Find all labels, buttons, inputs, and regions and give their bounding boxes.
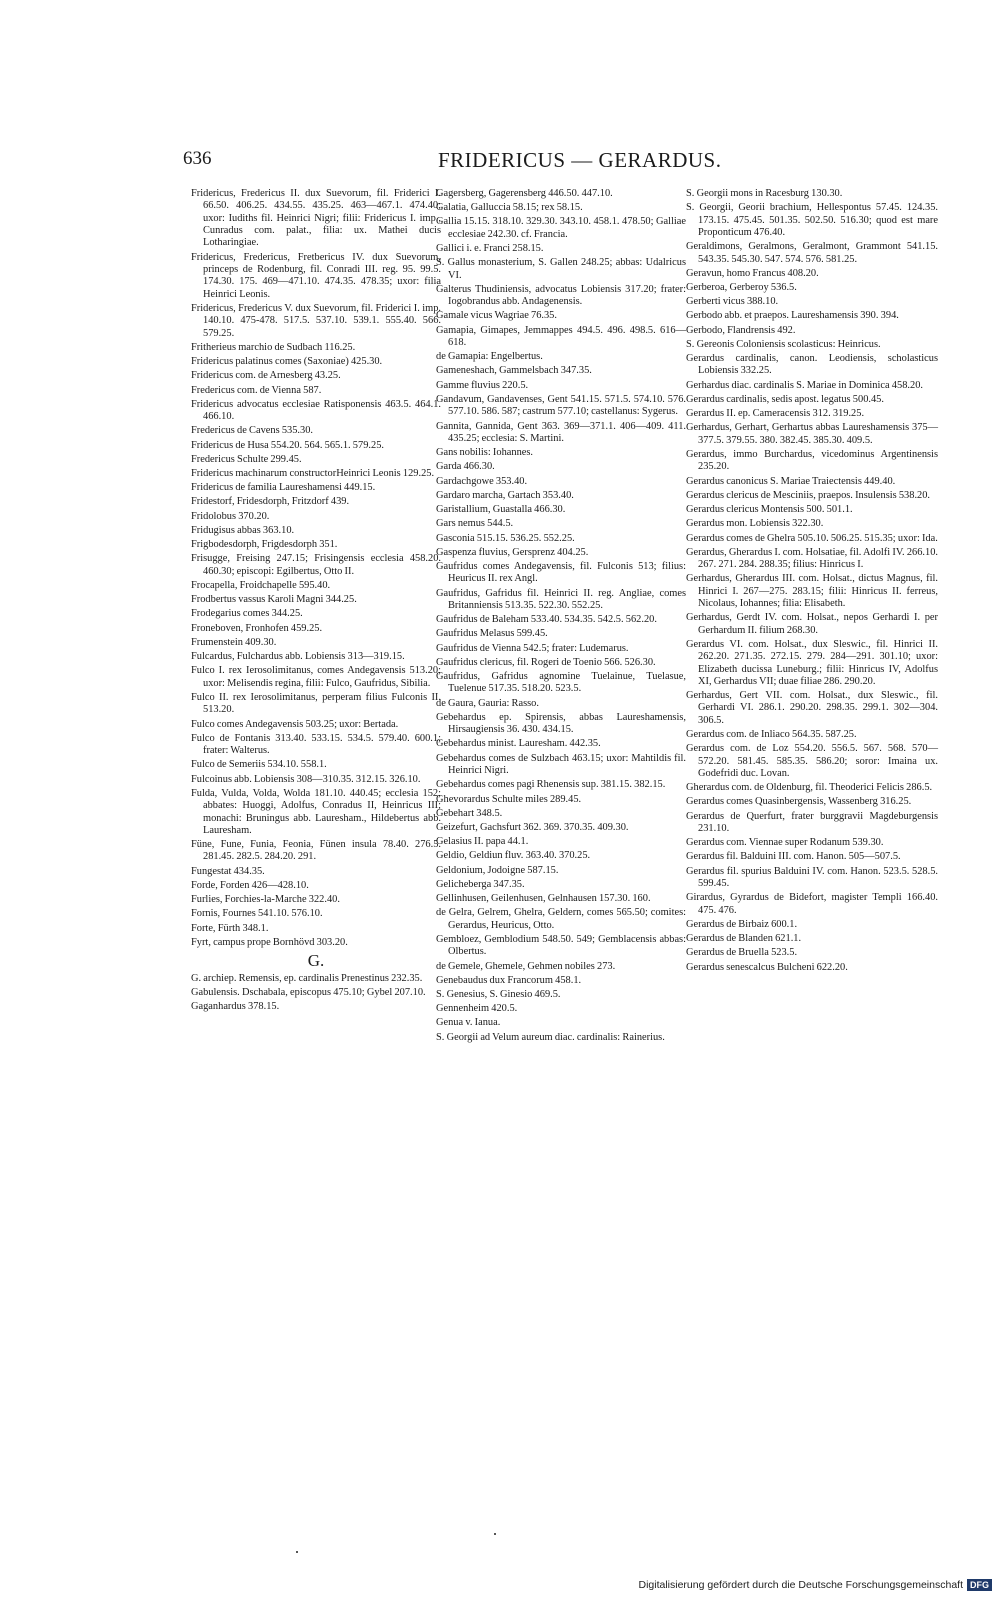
index-entry: Gerardus, Gherardus I. com. Holsatiae, fil. Adolfi IV. 266.10. 267. 271. 284. 288.35; filius: Hinricus I. [686, 546, 938, 571]
index-entry: Genebaudus dux Francorum 458.1. [436, 974, 582, 986]
index-entry: Fulco de Semeriis 534.10. 558.1. [191, 759, 327, 771]
index-column-2 [436, 188, 686, 1046]
index-entry: S. Georgii ad Velum aureum diac. cardinalis: Rainerius. [436, 1031, 665, 1043]
index-entry: Gellinhusen, Geilenhusen, Gelnhausen 157.30. 160. [436, 893, 651, 905]
index-entry: Forde, Forden 426—428.10. [191, 879, 309, 891]
index-entry: Gerardus fil. spurius Balduini IV. com. Hanon. 523.5. 528.5. 599.45. [686, 865, 938, 890]
index-entry: Geldonium, Jodoigne 587.15. [436, 864, 559, 876]
index-entry: Girardus, Gyrardus de Bidefort, magister Templi 166.40. 475. 476. [686, 892, 938, 916]
index-entry: Geravun, homo Francus 408.20. [686, 267, 819, 279]
index-entry: Gagersberg, Gagerensberg 446.50. 447.10. [436, 188, 613, 199]
index-entry: Gerardus mon. Lobiensis 322.30. [686, 518, 824, 530]
index-entry: Gaufridus clericus, fil. Rogeri de Toenio 566. 526.30. [436, 656, 656, 668]
index-entry: Gerardus de Bruella 523.5. [686, 947, 798, 959]
index-entry: Ghevorardus Schulte miles 289.45. [436, 793, 582, 805]
index-column-3 [686, 188, 938, 976]
index-entry: Gerardus canonicus S. Mariae Traiectensis 449.40. [686, 475, 896, 487]
index-entry: Gardaro marcha, Gartach 353.40. [436, 489, 574, 501]
index-entry: Fridericus de Husa 554.20. 564. 565.1. 579.25. [191, 439, 384, 451]
index-entry: Gerberti vicus 388.10. [686, 296, 779, 308]
index-entry: Fridugisus abbas 363.10. [191, 524, 295, 536]
page-number: 636 [183, 148, 212, 169]
index-entry: Gebehardus comes de Sulzbach 463.15; uxor: Mahtildis fil. Heinrici Nigri. [436, 752, 686, 777]
index-entry: Fritherieus marchio de Sudbach 116.25. [191, 341, 356, 353]
index-entry: Forte, Fürth 348.1. [191, 922, 269, 934]
index-entry: Gerardus cardinalis, canon. Leodiensis, scholasticus Lobiensis 332.25. [686, 353, 938, 377]
index-entry: Fridericus com. de Arnesberg 43.25. [191, 370, 341, 382]
index-entry: Gaufridus Melasus 599.45. [436, 628, 548, 640]
index-entry: Geizefurt, Gachsfurt 362. 369. 370.35. 409.30. [436, 821, 629, 833]
index-entry: Fridericus de familia Laureshamensi 449.15. [191, 482, 376, 494]
index-entry: Gerardus com. de Loz 554.20. 556.5. 567. 568. 570—572.20. 581.45. 585.35. 586.20; soror: Imaina ux. Godefridi duc. Lovan. [686, 743, 938, 779]
index-entry: Gerardus de Blanden 621.1. [686, 933, 802, 945]
index-entry: S. Gereonis Coloniensis scolasticus: Heinricus. [686, 338, 881, 350]
index-entry: Fridestorf, Fridesdorph, Fritzdorf 439. [191, 496, 350, 508]
index-entry: Gerardus fil. Balduini III. com. Hanon. 505—507.5. [686, 851, 901, 863]
index-entry: Gerardus clericus de Mesciniis, praepos. Insulensis 538.20. [686, 489, 931, 501]
index-entry: Gallici i. e. Franci 258.15. [436, 243, 544, 255]
index-entry: Gerardus cardinalis, sedis apost. legatus 500.45. [686, 393, 884, 405]
index-entry: S. Genesius, S. Ginesio 469.5. [436, 989, 561, 1001]
index-entry: Fredericus Schulte 299.45. [191, 453, 302, 465]
index-entry: Fridericus, Fredericus V. dux Suevorum, fil. Friderici I. imp. 140.10. 475-478. 517.5. 537.10. 539.1. 555.40. 566. 579.25. [191, 302, 441, 339]
index-entry: Gamapia, Gimapes, Jemmappes 494.5. 496. 498.5. 616—618. [436, 324, 686, 349]
index-entry: S. Gallus monasterium, S. Gallen 248.25; abbas: Udalricus VI. [436, 257, 686, 281]
index-entry: Gerardus comes de Ghelra 505.10. 506.25. 515.35; uxor: Ida. [686, 532, 938, 544]
index-entry: Gerhardus, Gerdt IV. com. Holsat., nepos Gerhardi I. per Gerhardum II. filium 268.30. [686, 612, 938, 636]
index-entry: Froneboven, Fronhofen 459.25. [191, 622, 323, 634]
index-entry: Fridericus palatinus comes (Saxoniae) 425.30. [191, 356, 383, 368]
index-entry: Gerbodo abb. et praepos. Laureshamensis 390. 394. [686, 310, 899, 322]
index-entry: Fredericus de Cavens 535.30. [191, 425, 314, 437]
index-entry: Fulco I. rex Ierosolimitanus, comes Andegavensis 513.20; uxor: Melisendis regina, filii: Fulco, Gaufridus, Sibilia. [191, 665, 441, 689]
index-entry: Frisugge, Freising 247.15; Frisingensis ecclesia 458.20. 460.30; episcopi: Egilbertus, Otto II. [191, 553, 441, 577]
index-entry: Gerbodo, Flandrensis 492. [686, 324, 796, 336]
index-entry: Gennenheim 420.5. [436, 1003, 518, 1015]
index-entry: Frodegarius comes 344.25. [191, 608, 303, 620]
index-entry: de Gelra, Gelrem, Ghelra, Geldern, comes 565.50; comites: Gerardus, Heuricus, Otto. [436, 907, 686, 931]
index-entry: Gerardus de Querfurt, frater burggravii Magdeburgensis 231.10. [686, 810, 938, 834]
footer-credit [638, 1579, 992, 1591]
index-entry: Gerardus de Birbaiz 600.1. [686, 918, 798, 930]
index-entry: Gandavum, Gandavenses, Gent 541.15. 571.5. 574.10. 576. 577.10. 586. 587; castrum 577.10; castellanus: Sygerus. [436, 393, 686, 418]
index-entry: Galatia, Galluccia 58.15; rex 58.15. [436, 202, 583, 214]
index-entry: Fungestat 434.35. [191, 865, 265, 877]
index-entry: Gerardus comes Quasinbergensis, Wassenberg 316.25. [686, 796, 912, 808]
index-entry: Gardachgowe 353.40. [436, 475, 528, 487]
index-entry: Fridolobus 370.20. [191, 510, 270, 522]
index-entry: Gerardus, immo Burchardus, vicedominus Argentinensis 235.20. [686, 449, 938, 473]
index-entry: Fulda, Vulda, Volda, Wolda 181.10. 440.45; ecclesia 152; abbates: Huoggi, Adolfus, Conradus II, Heinricus III; monachi: Bruningus abb. Lauresham., Hildebertus abb. Lauresham. [191, 787, 441, 836]
index-entry: Gannita, Gannida, Gent 363. 369—371.1. 406—409. 411. 435.25; ecclesia: S. Martini. [436, 420, 686, 444]
index-column-1 [191, 188, 441, 1015]
index-entry: Frodbertus vassus Karoli Magni 344.25. [191, 594, 357, 606]
index-entry: Furlies, Forchies-la-Marche 322.40. [191, 894, 340, 906]
index-entry: Fridericus, Fredericus II. dux Suevorum, fil. Friderici I. 66.50. 406.25. 434.55. 435.25. 463—467.1. 474.40; uxor: Iudiths fil. Heinrici Nigri; filii: Fridericus I. imp., Cunradus com. palat., filia: ux. Mathei ducis Lotharingiae. [191, 188, 441, 249]
running-head: FRIDERICUS — GERARDUS. [438, 148, 722, 172]
index-entry: Gembloez, Gemblodium 548.50. 549; Gemblacensis abbas: Olbertus. [436, 933, 686, 958]
index-entry: Fulco comes Andegavensis 503.25; uxor: Bertada. [191, 718, 399, 730]
index-entry: Frumenstein 409.30. [191, 636, 277, 648]
index-entry: de Gemele, Ghemele, Gehmen nobiles 273. [436, 960, 616, 972]
index-entry: Fridericus machinarum constructorHeinrici Leonis 129.25. [191, 468, 435, 480]
index-entry: Gaufridus, Gafridus fil. Heinrici II. reg. Angliae, comes Britanniensis 513.35. 522.30. 552.25. [436, 587, 686, 611]
index-entry: S. Georgii mons in Racesburg 130.30. [686, 188, 843, 199]
index-entry: Gaufridus de Baleham 533.40. 534.35. 542.5. 562.20. [436, 614, 657, 626]
index-entry: Gerardus II. ep. Cameracensis 312. 319.25. [686, 408, 865, 420]
scan-speck [494, 1533, 496, 1535]
index-entry: Gars nemus 544.5. [436, 518, 514, 530]
index-entry: Füne, Fune, Funia, Feonia, Fünen insula 78.40. 276.5. 281.45. 282.5. 284.20. 291. [191, 839, 441, 863]
index-entry: Gamme fluvius 220.5. [436, 379, 529, 391]
index-entry: Gameneshach, Gammelsbach 347.35. [436, 365, 592, 377]
index-entry: Gerhardus, Gherardus III. com. Holsat., dictus Magnus, fil. Hinrici I. 267—275. 283.15; filii: Hinricus II. ferreus, Nicolaus, Iohannes; filia: Elisabeth. [686, 573, 938, 610]
index-entry: Fornis, Fournes 541.10. 576.10. [191, 908, 323, 920]
index-entry: Gamale vicus Wagriae 76.35. [436, 310, 557, 322]
index-entry: Gebehardus comes pagi Rhenensis sup. 381.15. 382.15. [436, 779, 666, 791]
index-entry: Gelicheberga 347.35. [436, 878, 525, 890]
index-entry: Gaufridus comes Andegavensis, fil. Fulconis 513; filius: Heuricus II. rex Angl. [436, 560, 686, 585]
index-entry: Gebehart 348.5. [436, 807, 503, 819]
index-entry: Gabulensis. Dschabala, episcopus 475.10; Gybel 207.10. [191, 986, 426, 998]
dfg-logo: DFG [967, 1579, 992, 1591]
index-entry: Fridericus, Fredericus, Fretbericus IV. dux Suevorum, princeps de Rodenburg, fil. Conradi III. reg. 95. 99.5. 174.30. 175. 469—471.10. 474.35. 478.35; uxor: filia Heinrici Leonis. [191, 251, 441, 300]
index-entry: Gebehardus ep. Spirensis, abbas Laureshamensis, Hirsaugiensis 36. 430. 434.15. [436, 711, 686, 736]
index-entry: Fulcardus, Fulchardus abb. Lobiensis 313—319.15. [191, 651, 405, 663]
index-entry: Galterus Thudiniensis, advocatus Lobiensis 317.20; frater: Iogobrandus abb. Andagenensis. [436, 283, 686, 308]
index-entry: Fulco II. rex Ierosolimitanus, perperam filius Fulconis II. 513.20. [191, 691, 441, 716]
section-letter: G. [307, 951, 325, 971]
index-entry: Frocapella, Froidchapelle 595.40. [191, 580, 331, 591]
index-entry: G. archiep. Remensis, ep. cardinalis Prenestinus 232.35. [191, 972, 423, 984]
index-entry: Gerhardus, Gert VII. com. Holsat., dux Sleswic., fil. Gerhardi VI. 286.1. 290.20. 298.35. 299.1. 302—304. 306.5. [686, 690, 938, 726]
index-entry: Gaganhardus 378.15. [191, 1001, 280, 1013]
index-entry: Gerhardus, Gerhart, Gerhartus abbas Laureshamensis 375—377.5. 379.55. 380. 382.45. 385.30. 409.5. [686, 422, 938, 446]
index-entry: Gans nobilis: Iohannes. [436, 447, 534, 459]
index-entry: Gerardus com. de Inliaco 564.35. 587.25. [686, 729, 857, 741]
footer-text: Digitalisierung gefördert durch die Deutsche Forschungsgemeinschaft [638, 1579, 963, 1591]
index-entry: Geraldimons, Geralmons, Geralmont, Grammont 541.15. 543.35. 545.30. 547. 574. 576. 581.25. [686, 241, 938, 265]
index-entry: Gerberoa, Gerberoy 536.5. [686, 281, 797, 293]
index-entry: Genua v. Ianua. [436, 1017, 501, 1029]
index-entry: Garda 466.30. [436, 461, 495, 473]
index-entry: S. Georgii, Georii brachium, Hellespontus 57.45. 124.35. 173.15. 475.45. 501.35. 502.50. 516.30; quod est mare Proponticum 476.40. [686, 202, 938, 238]
index-entry: Gerardus VI. com. Holsat., dux Sleswic., fil. Hinrici II. 262.20. 271.35. 272.15. 279. 284—291. 301.10; uxor: Elizabeth ducissa Luneburg.; filii: Hinricus IV, Adolfus XI, Gerhardus VII; duae filiae 286. 290.20. [686, 638, 938, 687]
index-entry: Gherardus com. de Oldenburg, fil. Theoderici Felicis 286.5. [686, 782, 933, 794]
index-entry: Gerardus com. Viennae super Rodanum 539.30. [686, 837, 884, 849]
index-entry: Fulcoinus abb. Lobiensis 308—310.35. 312.15. 326.10. [191, 773, 421, 785]
index-entry: Gebehardus minist. Lauresham. 442.35. [436, 738, 601, 750]
index-entry: Gaufridus, Gafridus agnomine Tuelainue, Tuelasue, Tuelenue 517.35. 518.20. 523.5. [436, 671, 686, 695]
index-entry: de Gamapia: Engelbertus. [436, 351, 543, 363]
index-entry: Fulco de Fontanis 313.40. 533.15. 534.5. 579.40. 600.1; frater: Walterus. [191, 732, 441, 757]
index-entry: Frigbodesdorph, Frigdesdorph 351. [191, 539, 338, 551]
index-entry: Garistallium, Guastalla 466.30. [436, 504, 566, 516]
index-entry: Gelasius II. papa 44.1. [436, 836, 529, 848]
index-entry: de Gaura, Gauria: Rasso. [436, 697, 539, 709]
index-entry: Geldio, Geldiun fluv. 363.40. 370.25. [436, 850, 591, 862]
index-entry: Gallia 15.15. 318.10. 329.30. 343.10. 458.1. 478.50; Galliae ecclesiae 242.30. cf. Francia. [436, 216, 686, 240]
index-entry: Fridericus advocatus ecclesiae Ratisponensis 463.5. 464.1. 466.10. [191, 398, 441, 423]
index-entry: Fyrt, campus prope Bornhövd 303.20. [191, 936, 348, 948]
index-entry: Gerardus senescalcus Bulcheni 622.20. [686, 961, 848, 973]
index-entry: Gaspenza fluvius, Gersprenz 404.25. [436, 546, 589, 558]
index-entry: Gaufridus de Vienna 542.5; frater: Ludemarus. [436, 642, 629, 654]
index-entry: Gerhardus diac. cardinalis S. Mariae in Dominica 458.20. [686, 379, 923, 391]
index-entry: Gasconia 515.15. 536.25. 552.25. [436, 532, 575, 544]
index-entry: Fredericus com. de Vienna 587. [191, 384, 322, 396]
index-entry: Gerardus clericus Montensis 500. 501.1. [686, 504, 853, 516]
scan-speck [296, 1551, 298, 1553]
